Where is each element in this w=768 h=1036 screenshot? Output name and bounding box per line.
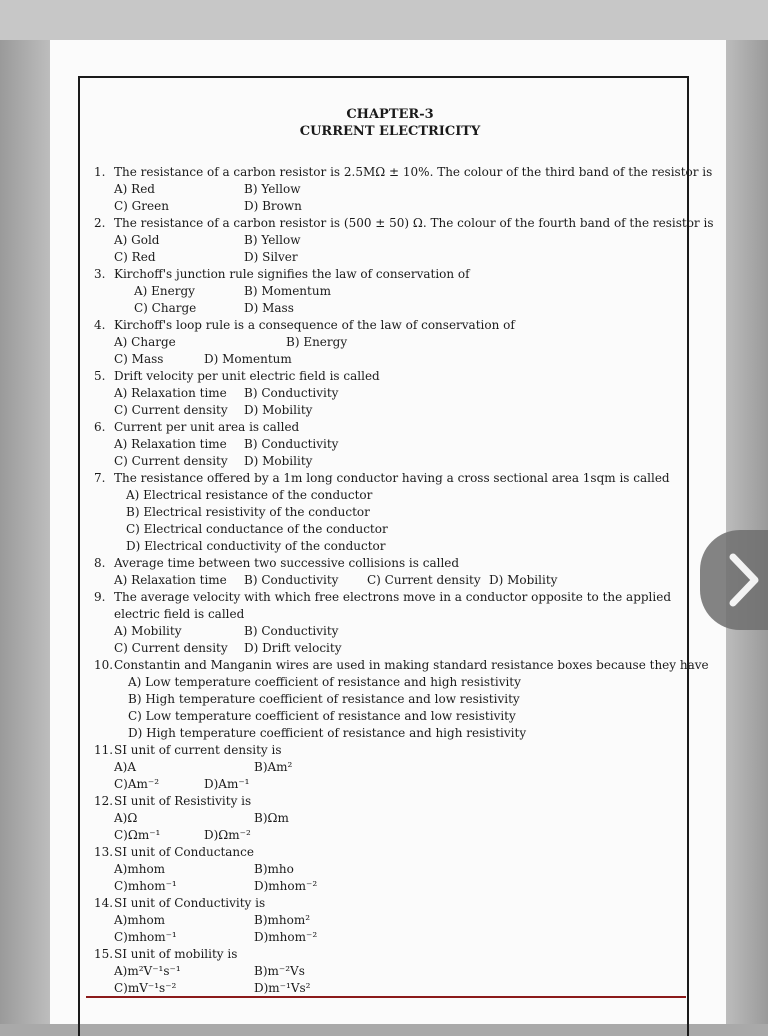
option-row <box>94 963 686 980</box>
answer-option: B) Yellow <box>244 182 301 196</box>
option-row <box>94 572 686 589</box>
question-number: 3. <box>94 267 106 281</box>
question-2 <box>94 215 714 232</box>
question-3 <box>94 266 686 283</box>
question-number: 13. <box>94 845 114 859</box>
question-text: SI unit of mobility is <box>114 947 238 961</box>
answer-option: B) Energy <box>286 335 348 349</box>
question-text: SI unit of Conductivity is <box>114 896 266 910</box>
next-page-button[interactable] <box>700 530 768 630</box>
question-text: The resistance of a carbon resistor is (500 ± 50) Ω. The colour of the fourth band of the resistor is <box>114 216 714 230</box>
question-number: 12. <box>94 794 114 808</box>
answer-option: A) Charge <box>114 335 176 349</box>
option-row <box>94 249 686 266</box>
answer-option: D) Drift velocity <box>244 641 342 655</box>
answer-option: C) Mass <box>114 352 164 366</box>
answer-option: D) Mobility <box>244 403 313 417</box>
option-row <box>94 980 686 997</box>
question-number: 6. <box>94 420 106 434</box>
question-number: 15. <box>94 947 114 961</box>
question-7 <box>94 470 686 487</box>
answer-option: C)Am⁻² <box>114 777 160 791</box>
option-row <box>94 351 686 368</box>
option-row <box>94 453 686 470</box>
answer-option: A) Red <box>114 182 155 196</box>
answer-option: C) Electrical conductance of the conductor <box>126 522 388 536</box>
question-number: 14. <box>94 896 114 910</box>
question-4 <box>94 317 686 334</box>
chapter-title: CURRENT ELECTRICITY <box>299 124 481 139</box>
answer-option: A)m²V⁻¹s⁻¹ <box>114 964 181 978</box>
answer-option: D) Mobility <box>489 573 558 587</box>
answer-option: B) Conductivity <box>244 386 339 400</box>
answer-option: D)Ωm⁻² <box>204 828 251 842</box>
question-number: 7. <box>94 471 106 485</box>
question-text: SI unit of Resistivity is <box>114 794 252 808</box>
question-5 <box>94 368 686 385</box>
option-row <box>94 623 686 640</box>
answer-option: A) Low temperature coefficient of resistance and high resistivity <box>128 675 521 689</box>
answer-option: B)mhom² <box>254 913 311 927</box>
option-row <box>94 725 686 742</box>
option-row <box>94 759 686 776</box>
question-number: 10. <box>94 658 114 672</box>
answer-option: B)mho <box>254 862 294 876</box>
answer-option: A) Electrical resistance of the conductor <box>126 488 373 502</box>
answer-option: B) Yellow <box>244 233 301 247</box>
answer-option: A) Mobility <box>114 624 182 638</box>
option-row <box>94 827 686 844</box>
option-row <box>94 776 686 793</box>
answer-option: D)mhom⁻² <box>254 879 318 893</box>
answer-option: C) Red <box>114 250 156 264</box>
chapter-heading: CHAPTER-3 <box>346 107 434 122</box>
question-6 <box>94 419 686 436</box>
answer-option: A) Relaxation time <box>114 386 227 400</box>
question-10 <box>94 657 709 674</box>
answer-option: A) Relaxation time <box>114 437 227 451</box>
answer-option: B) Momentum <box>244 284 331 298</box>
option-row <box>94 487 686 504</box>
option-row <box>94 538 686 555</box>
option-row <box>94 232 686 249</box>
question-text: Drift velocity per unit electric field is called <box>114 369 380 383</box>
question-number: 4. <box>94 318 106 332</box>
question-text: Kirchoff's junction rule signifies the law of conservation of <box>114 267 470 281</box>
answer-option: A) Relaxation time <box>114 573 227 587</box>
answer-option: C) Current density <box>114 403 228 417</box>
question-12 <box>94 793 686 810</box>
option-row <box>94 878 686 895</box>
option-row <box>94 708 686 725</box>
question-number: 8. <box>94 556 106 570</box>
question-number: 2. <box>94 216 106 230</box>
answer-option: C)mhom⁻¹ <box>114 879 177 893</box>
option-row <box>94 640 686 657</box>
option-row <box>94 283 686 300</box>
answer-option: C) Current density <box>367 573 481 587</box>
question-14 <box>94 895 686 912</box>
answer-option: B)Am² <box>254 760 293 774</box>
answer-option: B) Conductivity <box>244 437 339 451</box>
option-row <box>94 504 686 521</box>
question-sheet <box>94 106 714 997</box>
answer-option: B) Conductivity <box>244 573 339 587</box>
answer-option: C)mhom⁻¹ <box>114 930 177 944</box>
option-row <box>94 912 686 929</box>
answer-option: B) Conductivity <box>244 624 339 638</box>
option-row <box>94 674 686 691</box>
question-number: 11. <box>94 743 114 757</box>
option-row <box>94 810 686 827</box>
answer-option: C)Ωm⁻¹ <box>114 828 161 842</box>
option-row <box>94 334 686 351</box>
background-top <box>0 0 768 40</box>
question-text: Current per unit area is called <box>114 420 300 434</box>
option-row <box>94 929 686 946</box>
option-row <box>94 521 686 538</box>
answer-option: D) Mass <box>244 301 294 315</box>
option-row <box>94 181 686 198</box>
answer-option: C)mV⁻¹s⁻² <box>114 981 177 995</box>
answer-option: A)mhom <box>114 862 166 876</box>
question-text: The resistance of a carbon resistor is 2.5MΩ ± 10%. The colour of the third band of the resistor is <box>114 165 713 179</box>
question-13 <box>94 844 686 861</box>
background-left <box>0 40 50 1024</box>
answer-option: A) Gold <box>114 233 160 247</box>
answer-option: A)A <box>114 760 137 774</box>
answer-option: A)mhom <box>114 913 166 927</box>
answer-option: A)Ω <box>114 811 138 825</box>
question-text: The resistance offered by a 1m long conductor having a cross sectional area 1sqm is called <box>114 471 670 485</box>
question-text: SI unit of Conductance <box>114 845 254 859</box>
answer-option: C) Current density <box>114 641 228 655</box>
option-row <box>94 402 686 419</box>
option-row <box>94 385 686 402</box>
answer-option: D)Am⁻¹ <box>204 777 250 791</box>
question-text: The average velocity with which free electrons move in a conductor opposite to the applied electric field is called <box>114 590 672 621</box>
option-row <box>94 300 686 317</box>
answer-option: A) Energy <box>134 284 195 298</box>
answer-option: B)m⁻²Vs <box>254 964 305 978</box>
question-list <box>94 164 714 997</box>
answer-option: D) Electrical conductivity of the conductor <box>126 539 386 553</box>
answer-option: D) High temperature coefficient of resistance and high resistivity <box>128 726 527 740</box>
answer-option: D) Brown <box>244 199 302 213</box>
answer-option: C) Current density <box>114 454 228 468</box>
question-number: 9. <box>94 590 106 604</box>
answer-option: D) Silver <box>244 250 298 264</box>
chevron-right-icon <box>729 553 759 607</box>
answer-option: D) Momentum <box>204 352 292 366</box>
answer-option: D)m⁻¹Vs² <box>254 981 311 995</box>
answer-option: B) High temperature coefficient of resistance and low resistivity <box>128 692 520 706</box>
answer-option: C) Low temperature coefficient of resistance and low resistivity <box>128 709 516 723</box>
answer-option: D) Mobility <box>244 454 313 468</box>
question-1 <box>94 164 713 181</box>
question-text: Constantin and Manganin wires are used in making standard resistance boxes because they have <box>114 658 709 672</box>
answer-option: C) Green <box>114 199 169 213</box>
question-number: 5. <box>94 369 106 383</box>
answer-option: C) Charge <box>134 301 197 315</box>
question-text: Kirchoff's loop rule is a consequence of the law of conservation of <box>114 318 515 332</box>
option-row <box>94 436 686 453</box>
question-11 <box>94 742 686 759</box>
question-15 <box>94 946 686 963</box>
option-row <box>94 861 686 878</box>
question-number: 1. <box>94 165 106 179</box>
question-8 <box>94 555 686 572</box>
option-row <box>94 198 686 215</box>
answer-option: D)mhom⁻² <box>254 930 318 944</box>
question-text: Average time between two successive collisions is called <box>114 556 460 570</box>
question-text: SI unit of current density is <box>114 743 282 757</box>
answer-option: B) Electrical resistivity of the conductor <box>126 505 370 519</box>
answer-option: B)Ωm <box>254 811 289 825</box>
question-9 <box>94 589 686 623</box>
option-row <box>94 691 686 708</box>
